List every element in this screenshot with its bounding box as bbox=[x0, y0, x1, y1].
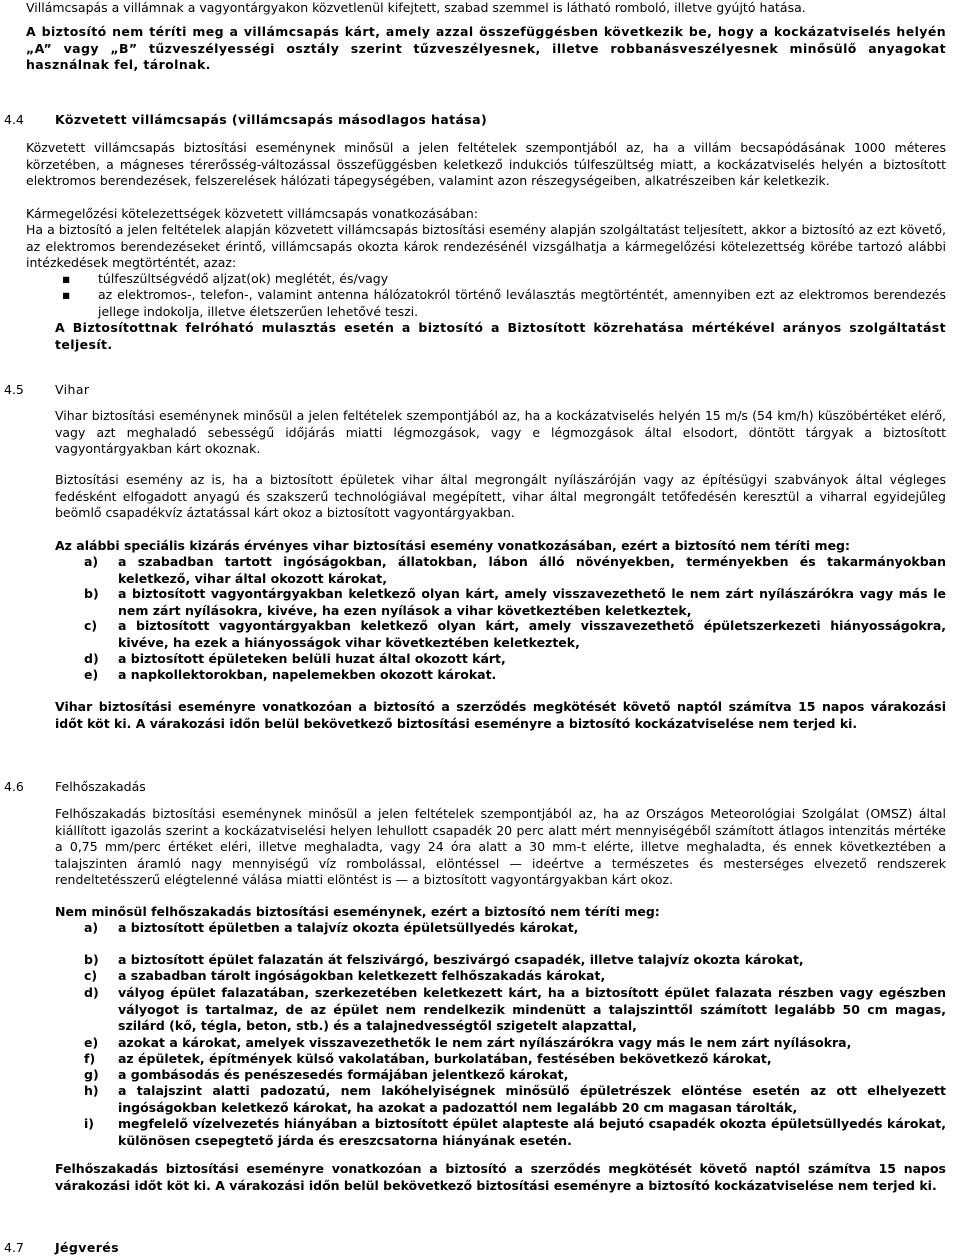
list-item: a) a biztosított épületben a talajvíz okozta épületsüllyedés károkat, bbox=[84, 920, 579, 935]
section-title-4-5: Vihar bbox=[55, 382, 90, 397]
section-4-5-exclusion-title: Az alábbi speciális kizárás érvényes vihar biztosítási esemény vonatkozásában, ezért a biztosító nem téríti meg: bbox=[55, 538, 851, 553]
list-item: b) a biztosított vagyontárgyakban keletkező olyan kárt, amely visszavezethető le nem zárt nyílászárókra vagy más le nem zárt nyílásokra, kivéve, ha ezen nyílások a vihar következtében keletkeztek, bbox=[84, 586, 946, 618]
section-4-4-closing: A Biztosítottnak felróható mulasztás esetén a biztosító a Biztosított közrehatása mértékével arányos szolgáltatást teljesít. bbox=[55, 320, 946, 352]
list-item: ▪ túlfeszültségvédő aljzat(ok) meglétét, és/vagy bbox=[62, 271, 389, 286]
section-4-4-prevention-heading: Kármegelőzési kötelezettségek közvetett villámcsapás vonatkozásában: bbox=[26, 206, 478, 221]
section-4-5-closing: Vihar biztosítási eseményre vonatkozóan a biztosító a szerződés megkötését követő naptól számítva 15 napos várakozási időt köt ki. A várakozási időn belül bekövetkező biztosítási eseményre a biztosító kockázatviselése nem terjed ki. bbox=[55, 699, 946, 731]
section-number-4-6: 4.6 bbox=[4, 779, 24, 794]
section-4-6-definition: Felhőszakadás biztosítási eseménynek minősül a jelen feltételek szempontjából az, ha az Országos Meteorológiai Szolgálat (OMSZ) által kiállított igazolás szerint a kockázatviselési helyen lehullott csapadék 20 perc alatt mért mennyiségéből számított átlagos intenzitás mértéke a 0,75 mm/perc értéket eléri, illetve meghaladta, vagy 24 óra alatt a 30 mm-t elérte, illetve meghaladta, és ennek következtében a talajszinten áramló nagy mennyiségű víz rombolással, elöntéssel — ideértve a természetes és mesterséges elvezető rendszerek rendeltetésszerű elégtelenné válása miatti elöntést is — a biztosított vagyontárgyakban kárt okoz. bbox=[55, 806, 946, 887]
list-item: e) azokat a károkat, amelyek visszavezethetők le nem zárt nyílászárókra vagy más le nem zárt nyílásokra, bbox=[84, 1035, 852, 1050]
list-item: c) a biztosított vagyontárgyakban keletkező olyan kárt, amely visszavezethető épületszerkezeti hiányosságokra, kivéve, ha ezek a hiányosságok vihar következtében keletkeztek, bbox=[84, 618, 946, 650]
list-item: i) megfelelő vízelvezetés hiányában a biztosított épület alapteste alá bejutó csapadék okozta épületsüllyedés károkat, különösen csepegtető járda és ereszcsatorna hiányának esetén. bbox=[84, 1116, 946, 1148]
section-4-4-prevention-text: Ha a biztosító a jelen feltételek alapján közvetett villámcsapás biztosítási esemény alapján szolgáltatást teljesített, akkor a biztosító az ezt követő, az elektromos berendezéseket érintő, villámcsapás okozta károk rendezésénél vizsgálhatja a kármegelőzési kötelezettség körébe tartozó alábbi intézkedések megtörténtét, azaz: bbox=[26, 222, 946, 270]
intro-exclusion-paragraph: A biztosító nem téríti meg a villámcsapás kárt, amely azzal összefüggésben következik be, hogy a kockázatviselés helyén „A” vagy „B” tűzveszélyességi osztály szerint tűzveszélyesnek, illetve robbanásveszélyesnek minősülő anyagokat használnak fel, tárolnak. bbox=[26, 24, 946, 72]
section-title-4-6: Felhőszakadás bbox=[55, 779, 146, 794]
section-title-4-7: Jégverés bbox=[55, 1240, 119, 1255]
section-number-4-5: 4.5 bbox=[4, 382, 24, 397]
list-item: d) vályog épület falazatában, szerkezetében keletkezett kárt, ha a biztosított épület falazata részben vagy egészben vályogot is tartalmaz, de az épület nem rendelkezik mindenütt a talajszinttől számított legalább 50 cm magas, szilárd (kő, tégla, beton, stb.) és a talajnedvességtől szigetelt alapzattal, bbox=[84, 985, 946, 1033]
section-title-4-4: Közvetett villámcsapás (villámcsapás másodlagos hatása) bbox=[55, 112, 488, 127]
section-number-4-7: 4.7 bbox=[4, 1240, 24, 1255]
section-4-5-definition: Vihar biztosítási eseménynek minősül a jelen feltételek szempontjából az, ha a kockázatviselés helyén 15 m/s (54 km/h) küszöbértéket elérő, vagy azt meghaladó sebességű időjárás miatti légmozgások, vagy e légmozgások által elsodort, döntött tárgyak a biztosított vagyontárgyakban kárt okoznak. bbox=[55, 408, 946, 456]
section-4-6-exclusion-title: Nem minősül felhőszakadás biztosítási eseménynek, ezért a biztosító nem téríti meg: bbox=[55, 904, 660, 919]
list-item: c) a szabadban tárolt ingóságokban keletkezett felhőszakadás károkat, bbox=[84, 968, 606, 983]
section-number-4-4: 4.4 bbox=[4, 112, 24, 127]
bullet-icon: ▪ bbox=[62, 271, 71, 286]
list-item: b) a biztosított épület falazatán át felszivárgó, beszivárgó csapadék, illetve talajvíz okozta károkat, bbox=[84, 952, 804, 967]
section-4-5-additional: Biztosítási esemény az is, ha a biztosított épületek vihar által megrongált nyílászáróján vagy az építésügyi szabványok által végleges fedésként elfogadott anyagú és szakszerű technológiával megépített, vihar által megrongált tetőfedésén keresztül a viharral egyidejűleg beömlő csapadékvíz áztatással kárt okoz a biztosított vagyontárgyakban. bbox=[55, 472, 946, 520]
list-item: f) az épületek, építmények külső vakolatában, burkolatában, festésében bekövetkező károkat, bbox=[84, 1051, 772, 1066]
section-4-6-closing: Felhőszakadás biztosítási eseményre vonatkozóan a biztosító a szerződés megkötését követő naptól számítva 15 napos várakozási időt köt ki. A várakozási időn belül bekövetkező biztosítási eseményre a biztosító kockázatviselése nem terjed ki. bbox=[55, 1161, 946, 1193]
intro-line: Villámcsapás a villámnak a vagyontárgyakon közvetlenül kifejtett, szabad szemmel is látható romboló, illetve gyújtó hatása. bbox=[26, 0, 806, 15]
section-4-4-definition: Közvetett villámcsapás biztosítási eseménynek minősül a jelen feltételek szempontjából az, ha a villám becsapódásának 1000 méteres körzetében, a mágneses térerősség-változással összefüggésben keletkező indukciós túlfeszültség miatt, a kockázatviselés helyén a biztosított elektromos berendezések, felszerelések hálózati tápegységében, valamint azon részegységeiben, alkatrészeiben kár keletkezik. bbox=[26, 140, 946, 188]
bullet-icon: ▪ bbox=[62, 287, 71, 302]
list-item: g) a gombásodás és penészesedés formájában jelentkező károkat, bbox=[84, 1067, 569, 1082]
list-item: ▪ az elektromos-, telefon-, valamint antenna hálózatokról történő leválasztás megtörténtét, amennyiben ezt az elektromos berendezés jellege indokolja, illetve életszerűen lehetővé teszi. bbox=[62, 287, 946, 319]
list-item: d) a biztosított épületeken belüli huzat által okozott kárt, bbox=[84, 651, 506, 666]
list-item: a) a szabadban tartott ingóságokban, állatokban, lábon álló növényekben, terményekben és takarmányokban keletkező, vihar által okozott károkat, bbox=[84, 554, 946, 586]
list-item: e) a napkollektorokban, napelemekben okozott károkat. bbox=[84, 667, 497, 682]
list-item: h) a talajszint alatti padozatú, nem lakóhelyiségnek minősülő épületrészek elöntése esetén az ott elhelyezett ingóságokban keletkező károkat, ha azokat a padozattól nem legalább 20 cm magasan tárolták, bbox=[84, 1083, 946, 1115]
